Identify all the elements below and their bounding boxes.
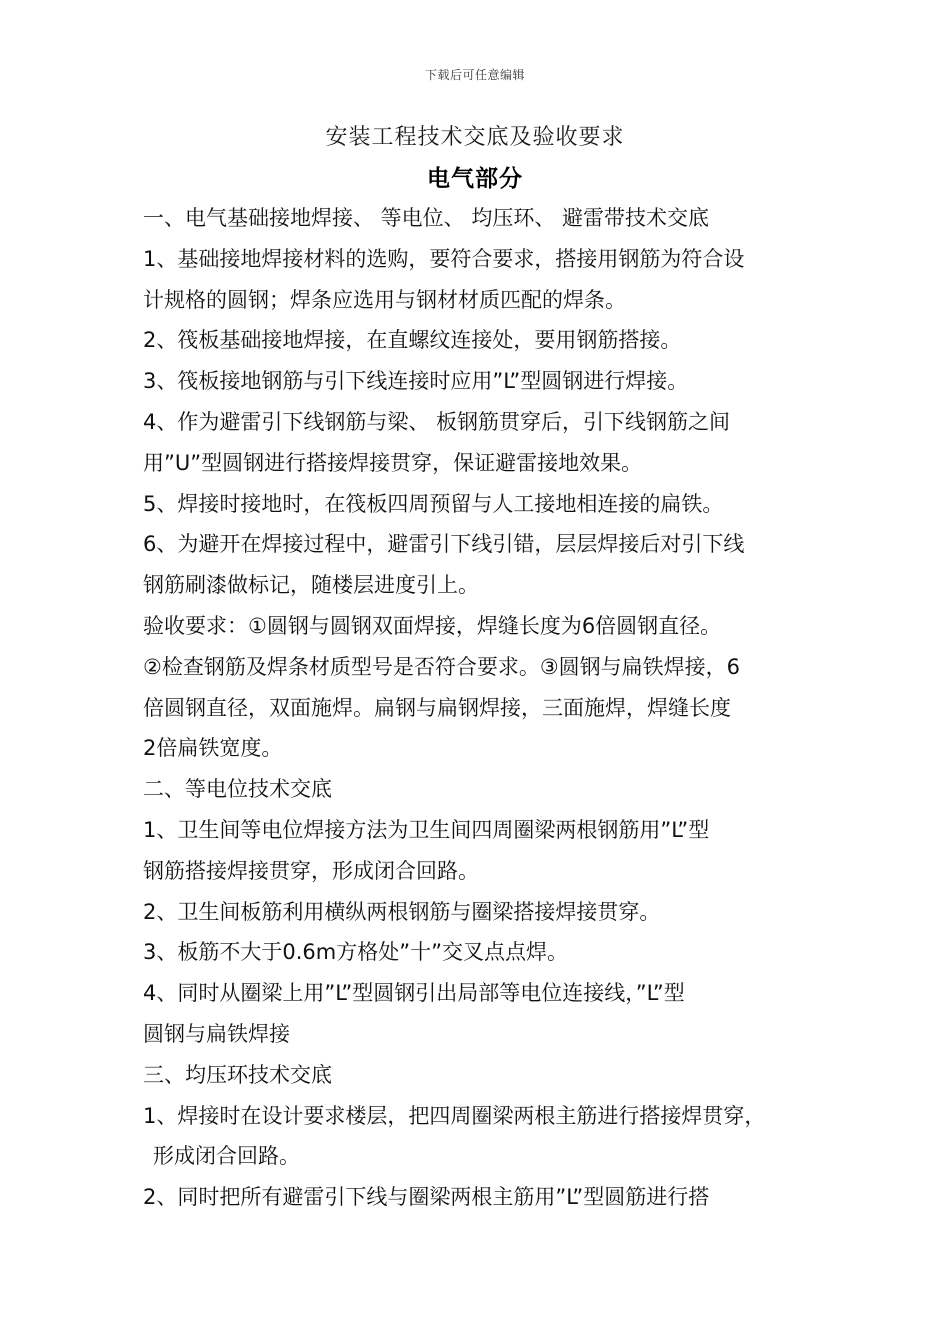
- paragraph-line: 5、焊接时接地时，在筏板四周预留与人工接地相连接的扁铁。: [143, 491, 724, 516]
- paragraph-line: 形成闭合回路。: [153, 1144, 300, 1169]
- paragraph-line: 3、筏板接地钢筋与引下线连接时应用”L”型圆钢进行焊接。: [143, 369, 689, 394]
- acceptance-line: 2倍扁铁宽度。: [143, 736, 283, 761]
- heading-line-1: 一、电气基础接地焊接、 等电位、 均压环、 避雷带技术交底: [143, 206, 710, 230]
- paragraph-line: 钢筋搭接焊接贯穿，形成闭合回路。: [143, 858, 479, 883]
- paragraph-line: 1、基础接地焊接材料的选购，要符合要求，搭接用钢筋为符合设: [143, 246, 745, 271]
- paragraph-line: 3、板筋不大于0.6m方格处”十”交叉点点焊。: [143, 940, 568, 965]
- paragraph-line: 1、卫生间等电位焊接方法为卫生间四周圈梁两根钢筋用”L”型: [143, 817, 710, 842]
- paragraph-line: 2、卫生间板筋利用横纵两根钢筋与圈梁搭接焊接贯穿。: [143, 899, 661, 924]
- body-text: [143, 198, 823, 1218]
- paragraph-line: 4、作为避雷引下线钢筋与梁、 板钢筋贯穿后，引下线钢筋之间: [143, 409, 731, 434]
- document-title: 安装工程技术交底及验收要求: [325, 125, 625, 150]
- heading-line-3: 三、均压环技术交底: [143, 1062, 332, 1087]
- paragraph-line: 2、同时把所有避雷引下线与圈梁两根主筋用”L”型圆筋进行搭: [143, 1185, 710, 1210]
- section-heading: 电气部分: [427, 166, 523, 192]
- paragraph-line: 计规格的圆钢；焊条应选用与钢材材质匹配的焊条。: [143, 287, 626, 312]
- acceptance-line: 倍圆钢直径，双面施焊。扁钢与扁钢焊接，三面施焊，焊缝长度: [143, 695, 731, 720]
- heading-line-2: 二、等电位技术交底: [143, 777, 332, 802]
- acceptance-line: 验收要求：①圆钢与圆钢双面焊接，焊缝长度为6倍圆钢直径。: [143, 613, 722, 638]
- paragraph-line: 用”U”型圆钢进行搭接焊接贯穿，保证避雷接地效果。: [143, 450, 643, 475]
- paragraph-line: 4、同时从圈梁上用”L”型圆钢引出局部等电位连接线，”L”型: [143, 981, 685, 1006]
- paragraph-line: 2、筏板基础接地焊接，在直螺纹连接处，要用钢筋搭接。: [143, 328, 682, 353]
- header-note: 下载后可任意编辑: [424, 68, 525, 82]
- paragraph-line: 6、为避开在焊接过程中，避雷引下线引错，层层焊接后对引下线: [143, 532, 745, 557]
- acceptance-line: ②检查钢筋及焊条材质型号是否符合要求。③圆钢与扁铁焊接，6: [143, 654, 741, 679]
- paragraph-line: 圆钢与扁铁焊接: [143, 1021, 290, 1046]
- paragraph-line: 钢筋刷漆做标记，随楼层进度引上。: [143, 573, 479, 598]
- paragraph-line: 1、焊接时在设计要求楼层，把四周圈梁两根主筋进行搭接焊贯穿，: [143, 1103, 766, 1128]
